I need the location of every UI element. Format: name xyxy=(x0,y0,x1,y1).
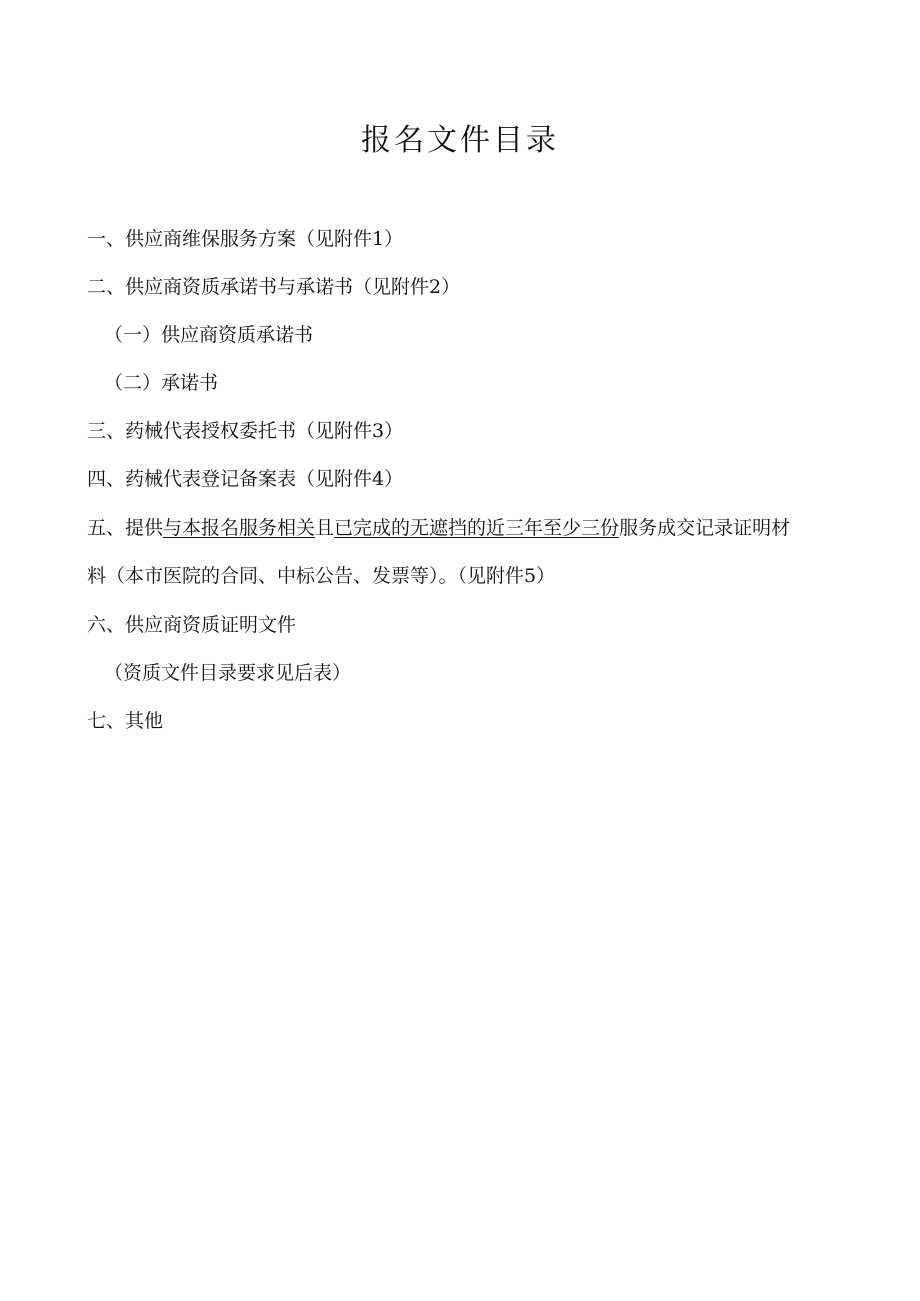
item5-prefix: 五、提供 xyxy=(87,517,164,539)
list-item-1: 一、供应商维保服务方案（见附件1） xyxy=(87,228,404,250)
list-item-3: 三、药械代表授权委托书（见附件3） xyxy=(87,420,404,442)
list-item-5-line2: 料（本市医院的合同、中标公告、发票等）。（见附件5） xyxy=(87,565,556,587)
page-title: 报名文件目录 xyxy=(361,123,559,158)
list-item-4: 四、药械代表登记备案表（见附件4） xyxy=(87,468,404,490)
list-subitem-2-2: （二）承诺书 xyxy=(104,372,219,394)
list-item-6-note: （资质文件目录要求见后表） xyxy=(104,662,352,684)
item5-suffix: 服务成交记录证明材 xyxy=(619,517,791,539)
item5-connector: 且 xyxy=(315,517,335,539)
list-item-2: 二、供应商资质承诺书与承诺书（见附件2） xyxy=(87,276,461,298)
list-subitem-2-1: （一）供应商资质承诺书 xyxy=(104,324,314,346)
list-item-5-line1 xyxy=(87,515,790,541)
item5-underlined-requirement: 已完成的无遮挡的近三年至少三份 xyxy=(334,517,620,539)
list-item-6: 六、供应商资质证明文件 xyxy=(87,614,297,636)
list-item-7: 七、其他 xyxy=(87,710,164,732)
item5-underlined-scope: 与本报名服务相关 xyxy=(163,517,316,539)
